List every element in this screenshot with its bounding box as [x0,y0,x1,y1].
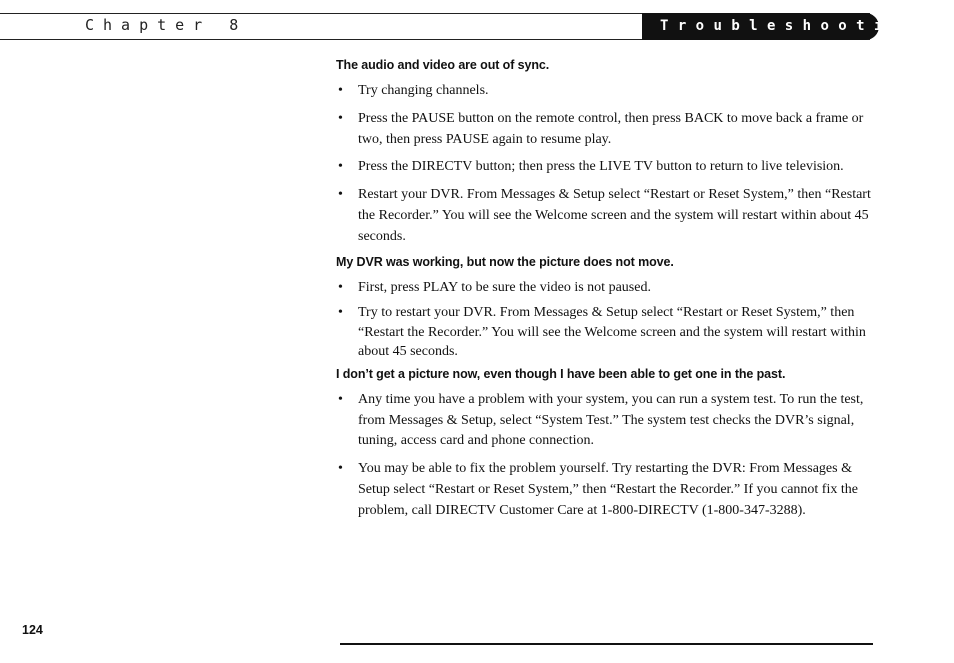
list-item: • First, press PLAY to be sure the video is not paused. [336,278,871,299]
page-number: 124 [22,623,43,637]
list-item: • Try to restart your DVR. From Messages & Setup select “Restart or Reset System,” then “Restart the Recorder.” You will see the Welcome screen and the system will restart within about 45 seconds. [336,303,871,362]
bullet-list [336,390,871,522]
page-content [336,58,871,529]
list-item: • Any time you have a problem with your system, you can run a system test. To run the test, from Messages & Setup, select “System Test.” The system test checks the DVR’s signal, tuning, access card and phone connection. [336,390,871,452]
list-item: • Press the PAUSE button on the remote control, then press BACK to move back a frame or two, then press PAUSE again to resume play. [336,109,871,151]
section-tab: Troubleshooting [642,13,879,40]
section-heading: I don’t get a picture now, even though I have been able to get one in the past. [336,366,786,381]
list-item: • Press the DIRECTV button; then press the LIVE TV button to return to live television. [336,157,871,178]
section-picture-frozen [336,255,871,362]
bullet-list [336,278,871,362]
section-heading: The audio and video are out of sync. [336,58,550,72]
list-item: • Try changing channels. [336,81,871,102]
list-item: • You may be able to fix the problem yourself. Try restarting the DVR: From Messages & Setup select “Restart or Reset System,” then “Restart the Recorder.” If you cannot fix the problem, call DIRECTV Customer Care at 1-800-DIRECTV (1-800-347-3288). [336,459,871,521]
bullet-list [336,81,871,248]
chapter-label: Chapter 8 [85,16,248,34]
section-heading: My DVR was working, but now the picture does not move. [336,254,674,269]
list-item: • Restart your DVR. From Messages & Setup select “Restart or Reset System,” then “Restart the Recorder.” You will see the Welcome screen and the system will restart within about 45 seconds. [336,185,871,247]
section-no-picture [336,367,871,522]
section-audio-video-sync [336,58,871,248]
footer-rule [340,643,873,645]
